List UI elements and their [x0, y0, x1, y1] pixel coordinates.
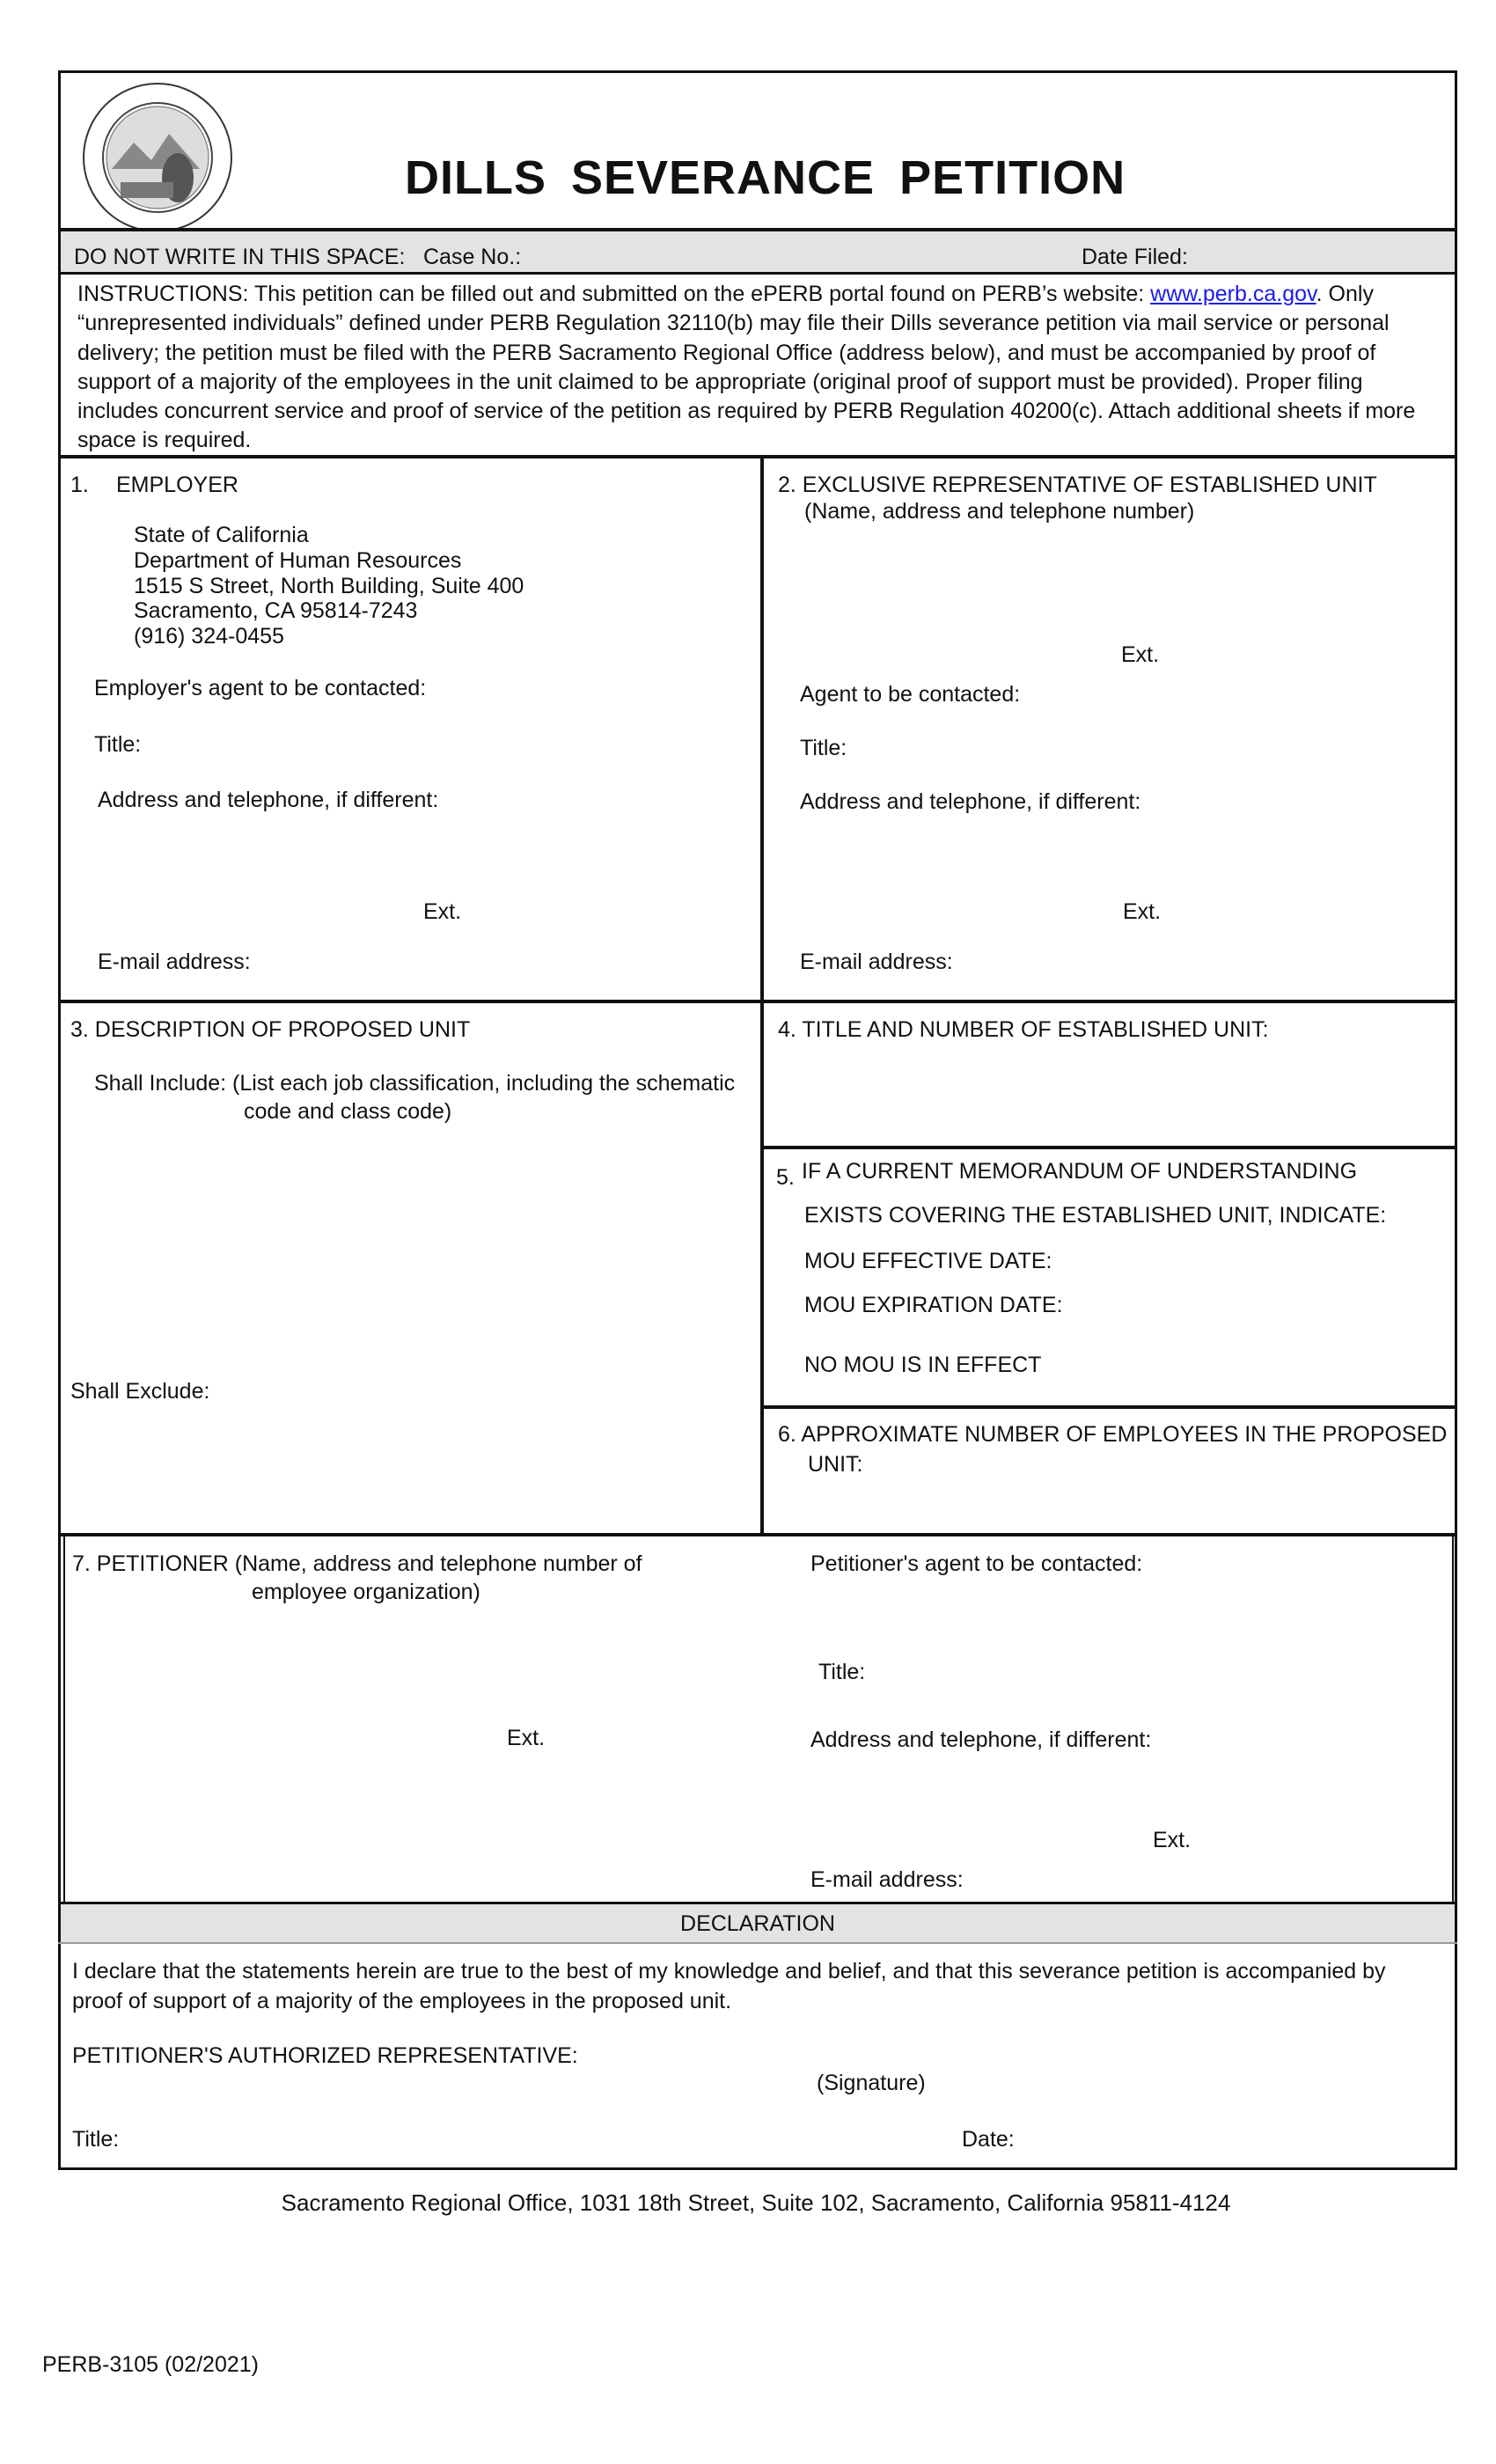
- declaration-text: proof of support of a majority of the employees in the proposed unit.: [72, 1989, 732, 2013]
- instructions-text: . Only: [1316, 282, 1374, 306]
- section2-heading: 2. EXCLUSIVE REPRESENTATIVE OF ESTABLISHED UNIT: [778, 473, 1377, 497]
- shall-exclude-field[interactable]: Shall Exclude:: [70, 1379, 210, 1404]
- employer-agent-field[interactable]: Employer's agent to be contacted:: [94, 676, 427, 700]
- declaration-heading: DECLARATION: [680, 1911, 835, 1936]
- unit-size-field[interactable]: UNIT:: [808, 1452, 863, 1477]
- mou-effective-date-field[interactable]: MOU EFFECTIVE DATE:: [804, 1249, 1052, 1273]
- section1-heading: EMPLOYER: [116, 473, 238, 497]
- petitioner-ext-field[interactable]: Ext.: [507, 1726, 546, 1750]
- instructions-line: “unrepresented individuals” defined under PERB Regulation 32110(b) may file their Dills severance petition via mail service or personal: [77, 311, 1390, 336]
- divider: [760, 455, 764, 1535]
- office-use-label: DO NOT WRITE IN THIS SPACE:: [74, 245, 406, 269]
- section7-subheading: employee organization): [252, 1580, 480, 1604]
- rep-address-field[interactable]: Address and telephone, if different:: [800, 789, 1141, 814]
- employer-address-line: Sacramento, CA 95814-7243: [134, 598, 418, 623]
- rep-agent-field[interactable]: Agent to be contacted:: [800, 682, 1021, 707]
- employer-address-line: State of California: [134, 523, 309, 547]
- section5-heading-cont: EXISTS COVERING THE ESTABLISHED UNIT, INDICATE:: [804, 1203, 1387, 1228]
- authorized-rep-label: PETITIONER'S AUTHORIZED REPRESENTATIVE:: [72, 2043, 578, 2068]
- employer-address-line: 1515 S Street, North Building, Suite 400: [134, 574, 524, 598]
- no-mou-option[interactable]: NO MOU IS IN EFFECT: [804, 1353, 1042, 1377]
- divider: [58, 272, 1457, 275]
- declaration-date-field[interactable]: Date:: [962, 2127, 1015, 2152]
- perb-website-link[interactable]: www.perb.ca.gov: [1150, 282, 1316, 306]
- signature-field[interactable]: (Signature): [817, 2071, 926, 2095]
- instructions-line: space is required.: [77, 428, 252, 453]
- divider: [762, 1146, 1457, 1149]
- form-id: PERB-3105 (02/2021): [42, 2352, 259, 2377]
- employer-address-line: Department of Human Resources: [134, 548, 462, 573]
- section1-number: 1.: [70, 473, 89, 497]
- section4-heading[interactable]: 4. TITLE AND NUMBER OF ESTABLISHED UNIT:: [778, 1017, 1269, 1042]
- rep-agent-ext-field[interactable]: Ext.: [1123, 899, 1162, 924]
- instructions-line: includes concurrent service and proof of service of the petition as required by PERB Regulation 40200(c). Attach additional sheets if more: [77, 399, 1416, 424]
- employer-email-field[interactable]: E-mail address:: [98, 950, 251, 974]
- petitioner-email-field[interactable]: E-mail address:: [810, 1867, 964, 1892]
- divider: [63, 1535, 65, 1903]
- instructions-line: support of a majority of the employees in the unit claimed to be appropriate (original proof of support must be provided). Proper filing: [77, 369, 1363, 394]
- divider: [58, 1533, 1457, 1536]
- employer-phone: (916) 324-0455: [134, 624, 284, 649]
- office-address: Sacramento Regional Office, 1031 18th Street, Suite 102, Sacramento, California 95811-4124: [281, 2189, 1231, 2216]
- divider: [762, 1405, 1457, 1409]
- section3-heading: 3. DESCRIPTION OF PROPOSED UNIT: [70, 1017, 471, 1042]
- declaration-title-field[interactable]: Title:: [72, 2127, 120, 2152]
- shall-include-field[interactable]: Shall Include: (List each job classification, including the schematic: [94, 1071, 736, 1096]
- petitioner-agent-ext-field[interactable]: Ext.: [1153, 1828, 1192, 1852]
- section7-heading: 7. PETITIONER (Name, address and telephone number of: [72, 1551, 642, 1576]
- page-title: DILLS SEVERANCE PETITION: [405, 151, 1126, 204]
- rep-ext-field[interactable]: Ext.: [1121, 642, 1160, 667]
- mou-expiration-date-field[interactable]: MOU EXPIRATION DATE:: [804, 1293, 1063, 1317]
- divider: [58, 1942, 1457, 1944]
- employer-address-field[interactable]: Address and telephone, if different:: [98, 788, 439, 812]
- section2-subheading: (Name, address and telephone number): [804, 499, 1195, 524]
- petitioner-title-field[interactable]: Title:: [818, 1660, 866, 1684]
- section6-heading: 6. APPROXIMATE NUMBER OF EMPLOYEES IN THE PROPOSED: [778, 1422, 1448, 1447]
- instructions-line: delivery; the petition must be filed with the PERB Sacramento Regional Office (address below), and must be accompanied by proof of: [77, 340, 1376, 365]
- instructions-text: INSTRUCTIONS: This petition can be filled out and submitted on the ePERB portal found on PERB’s website:: [77, 282, 1151, 306]
- divider: [58, 1000, 1457, 1003]
- divider: [1452, 1535, 1454, 1903]
- petitioner-address-field[interactable]: Address and telephone, if different:: [810, 1727, 1152, 1752]
- instructions: [77, 280, 1450, 456]
- rep-email-field[interactable]: E-mail address:: [800, 950, 953, 974]
- section5-heading: IF A CURRENT MEMORANDUM OF UNDERSTANDING: [802, 1159, 1358, 1184]
- section5-number: 5.: [776, 1165, 795, 1190]
- california-seal: [81, 81, 234, 234]
- shall-include-note: code and class code): [244, 1099, 452, 1124]
- petitioner-agent-field[interactable]: Petitioner's agent to be contacted:: [810, 1551, 1143, 1576]
- case-no-label: Case No.:: [423, 245, 522, 269]
- divider: [58, 455, 1457, 458]
- employer-title-field[interactable]: Title:: [94, 732, 142, 757]
- rep-title-field[interactable]: Title:: [800, 736, 847, 760]
- declaration-text: I declare that the statements herein are true to the best of my knowledge and belief, and that this severance petition is accompanied by: [72, 1959, 1386, 1984]
- employer-ext-field[interactable]: Ext.: [423, 899, 462, 924]
- date-filed-label: Date Filed:: [1082, 245, 1188, 269]
